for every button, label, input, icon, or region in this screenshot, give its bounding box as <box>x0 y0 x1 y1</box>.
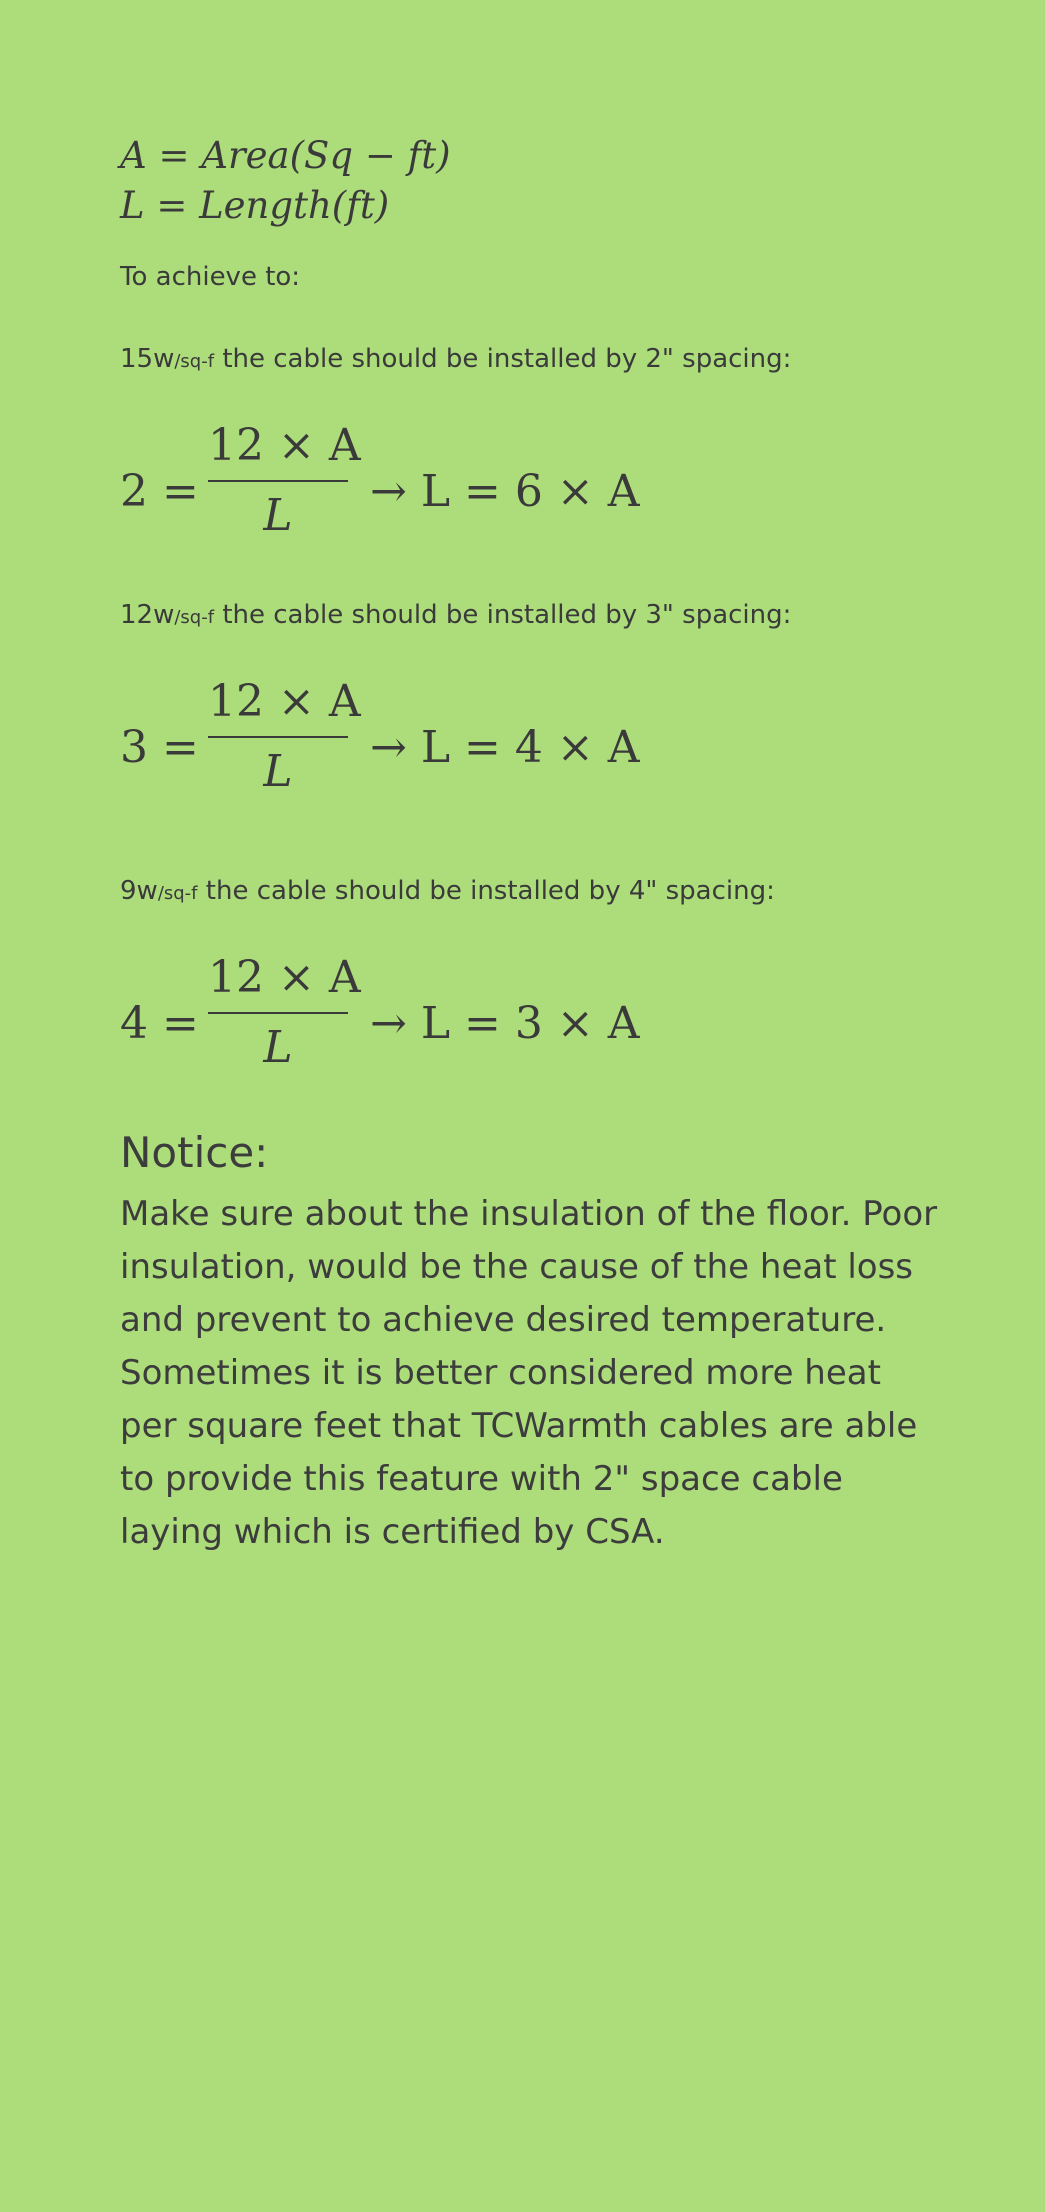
section-text: the cable should be installed by 2" spacing: <box>214 344 792 374</box>
power-value: 9w <box>120 876 158 906</box>
power-value: 12w <box>120 600 175 630</box>
power-unit: /sq-f <box>157 883 198 904</box>
notice-title: Notice: <box>120 1128 269 1177</box>
power-unit: /sq-f <box>174 607 215 628</box>
formula-lhs: 4 = <box>120 998 199 1049</box>
formula-rhs: → L = 4 × A <box>370 722 640 773</box>
fraction-bar <box>208 1012 348 1014</box>
fraction <box>208 674 361 800</box>
fraction <box>208 950 361 1076</box>
fraction-denominator: L <box>263 1022 293 1073</box>
intro-text: To achieve to: <box>120 262 301 292</box>
power-value: 15w <box>120 344 175 374</box>
section-text: the cable should be installed by 4" spacing: <box>197 876 775 906</box>
fraction-bar <box>208 736 348 738</box>
notice-paragraph-1: Make sure about the insulation of the floor. Poor insulation, would be the cause of the heat loss and prevent to achieve desired temperature. <box>120 1194 938 1340</box>
section-heading <box>120 344 791 374</box>
formula-lhs: 3 = <box>120 722 199 773</box>
power-unit: /sq-f <box>174 351 215 372</box>
formula-rhs: → L = 3 × A <box>370 998 640 1049</box>
section-text: the cable should be installed by 3" spacing: <box>214 600 792 630</box>
formula-lhs: 2 = <box>120 466 199 517</box>
notice-body <box>120 1188 940 1559</box>
notice-paragraph-2: Sometimes it is better considered more heat per square feet that TCWarmth cables are able to provide this feature with 2" space cable laying which is certified by CSA. <box>120 1353 918 1552</box>
fraction <box>208 418 361 544</box>
fraction-denominator: L <box>263 490 293 541</box>
length-definition: L = Length(ft) <box>120 184 390 227</box>
formula-rhs: → L = 6 × A <box>370 466 640 517</box>
area-definition: A = Area(Sq − ft) <box>120 134 451 177</box>
section-heading <box>120 600 791 630</box>
fraction-denominator: L <box>263 746 293 797</box>
section-heading <box>120 876 775 906</box>
fraction-bar <box>208 480 348 482</box>
fraction-numerator: 12 × A <box>208 952 361 1003</box>
fraction-numerator: 12 × A <box>208 676 361 727</box>
fraction-numerator: 12 × A <box>208 420 361 471</box>
